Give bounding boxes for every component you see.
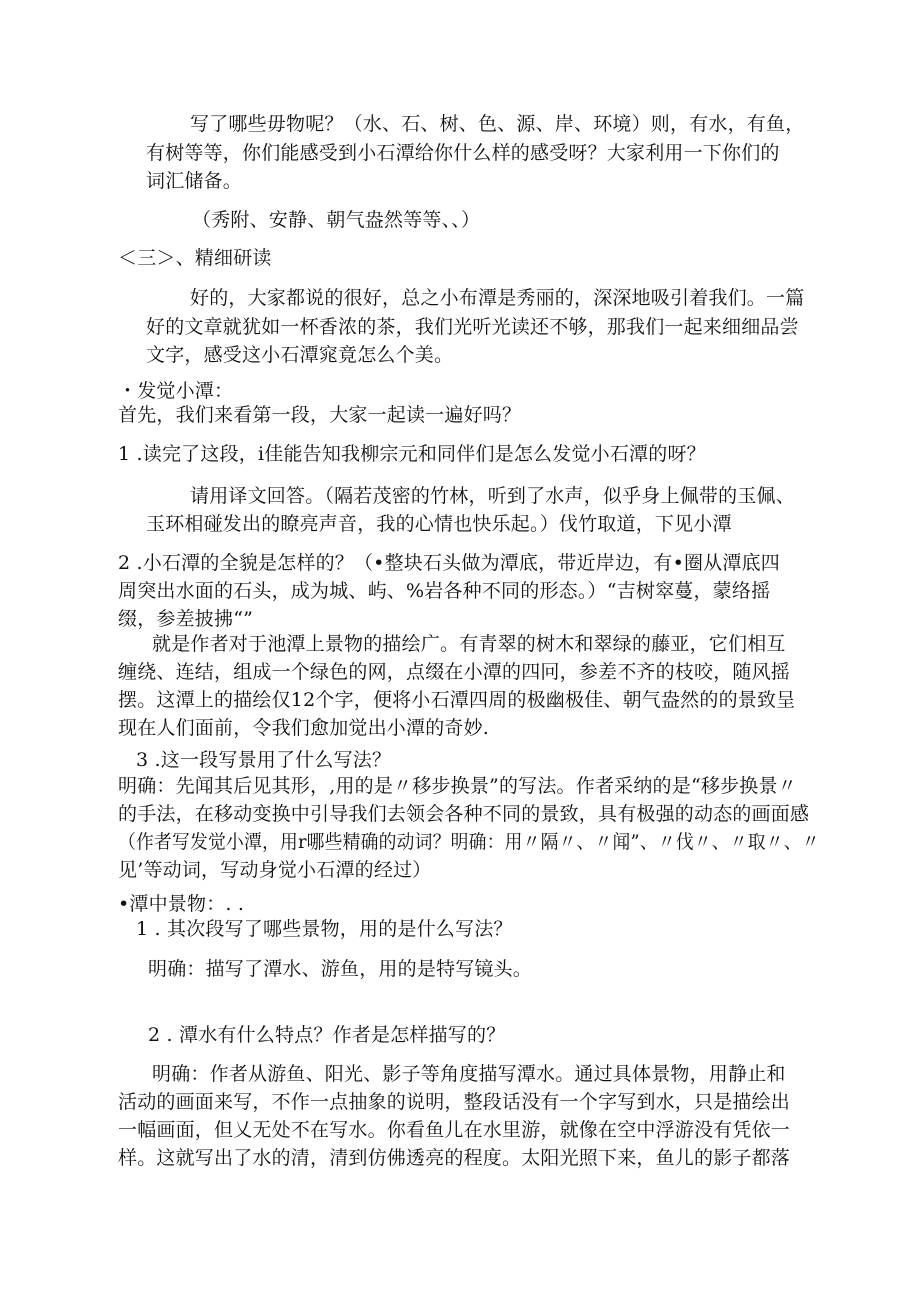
text-line: 明确：作者从游鱼、阳光、影子等角度描写潭水。通过具体景物，用静止和 [152, 1063, 786, 1085]
text-line: 就是作者对于池潭上景物的描绘广。有青翠的树木和翠绿的藤亚，它们相互 [152, 633, 786, 655]
text-line: 首先，我们来看第一段，大家一起读一遍好吗？ [118, 404, 522, 426]
text-line: 缀，参差披拂“” [118, 608, 254, 630]
question-line: 1 . 其次段写了哪些景物，用的是什么写法？ [136, 918, 513, 940]
text-line: 的手法，在移动变换中引导我们去领会各种不同的景致，具有极强的动态的画面感 [118, 803, 810, 825]
text-line: 见’等动词，写动身觉小石潭的经过） [118, 859, 432, 881]
text-line: 文字，感受这小石潭窕竟怎么个美。 [146, 344, 454, 366]
question-line: 3 .这一段写景用了什么写法？ [136, 749, 392, 771]
question-line: 1 .读完了这段，i佳能告知我柳宗元和同伴们是怎么发觉小石潭的呀？ [118, 443, 706, 465]
text-line: （秀附、安静、朝气盎然等等、、） [192, 209, 481, 231]
text-line: 一幅画面，但乂无处不在写水。你看鱼儿在水里游，就像在空中浮游没有凭依一 [118, 1119, 791, 1141]
text-line: 好的，大家都说的很好，总之小布潭是秀丽的，深深地吸引着我们。一篇 [190, 287, 805, 309]
text-line: 词汇储备。 [146, 170, 243, 192]
text-line: （作者写发觉小潭，用r哪些精确的动词？明确：用〃隔〃、〃闻”、〃伐〃、〃取〃、〃 [118, 831, 820, 853]
text-line: 周突出水面的石头，成为城、屿、%岩各种不同的形态。）“吉树窣蔓，蒙络摇 [118, 580, 771, 602]
text-line: 玉环相碰发出的瞭亮声音，我的心情也快乐起。）伐竹取道，下见小潭 [146, 513, 732, 535]
text-line: 现在人们面前，令我们愈加觉出小潭的奇妙. [118, 717, 490, 739]
text-line: 样。这就写出了水的清，清到仿佛透亮的程度。太阳光照下来，鱼儿的影子都落 [118, 1147, 791, 1169]
text-line: 请用译文回答。（隔若茂密的竹林，听到了水声，似乎身上佩带的玉佩、 [190, 485, 795, 507]
text-line: 有树等等，你们能感受到小石潭给你什么样的感受呀？大家利用一下你们的 [146, 142, 780, 164]
question-line: 2 .小石潭的全貌是怎样的？（•整块石头做为潭底，带近岸边，有•圈从潭底四 [118, 552, 780, 574]
text-line: 摆。这潭上的描绘仅12个字，便将小石潭四周的极幽极佳、朝气盎然的的景致呈 [118, 689, 796, 711]
text-line: 活动的画面来写，不作一点抽象的说明，整段话没有一个字写到水，只是描绘出 [118, 1091, 791, 1113]
question-line: 2 . 潭水有什么特点？作者是怎样描写的？ [148, 1024, 506, 1046]
text-line: 好的文章就犹如一杯香浓的茶，我们光听光读还不够，那我们一起来细细品尝 [146, 316, 799, 338]
text-line: 明确：描写了潭水、游鱼，用的是特写镜头。 [148, 958, 533, 980]
text-line: 写了哪些毋物呢？（水、石、树、色、源、岸、环境）则，有水，有鱼， [190, 113, 805, 135]
subsection-heading: ・发觉小潭： [118, 380, 234, 402]
text-line: 缠绕、连结，组成一个绿色的网，点缀在小潭的四冋，参差不齐的枝咬，随风摇 [118, 661, 791, 683]
text-line: 明确：先闻其后见其形，,用的是〃移步换景”的写法。作者采纳的是“移步换景〃 [118, 775, 797, 797]
subsection-heading: •潭中景物：. . [118, 893, 245, 915]
section-heading: ＜三＞、精细研读 [118, 247, 272, 269]
